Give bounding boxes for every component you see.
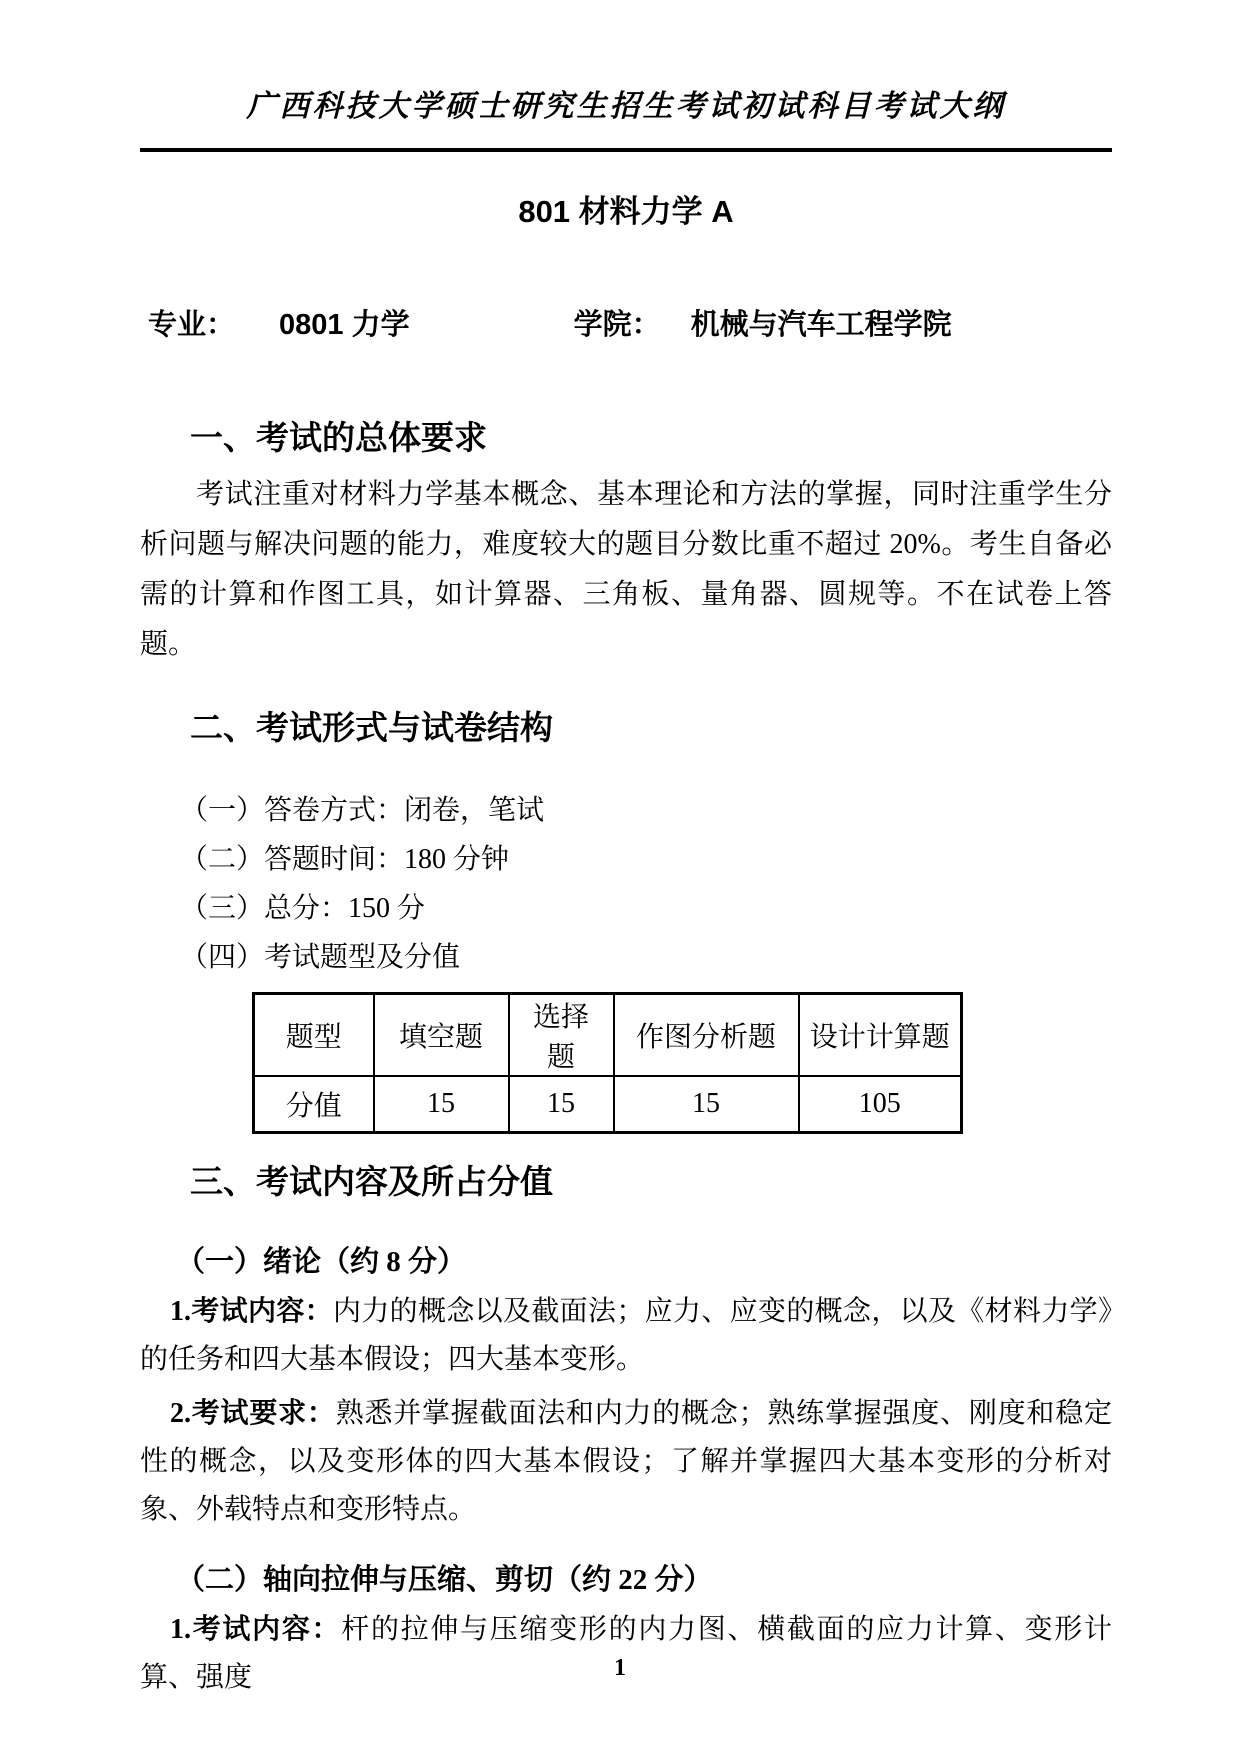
table-header-cell: 设计计算题 — [799, 994, 962, 1077]
subsection1-heading: （一）绪论（约 8 分） — [176, 1245, 467, 1278]
table-header-cell: 选择题 — [509, 994, 614, 1077]
list-item: （二）答题时间：180 分钟 — [180, 844, 510, 875]
subsection2-content — [140, 1606, 1112, 1702]
exam-format-list — [140, 786, 1112, 982]
subsection1-content — [140, 1288, 1112, 1384]
header-rule — [140, 148, 1112, 152]
table-header-cell: 作图分析题 — [614, 994, 799, 1077]
list-item: （四）考试题型及分值 — [180, 942, 461, 973]
table-value-cell: 15 — [509, 1076, 614, 1132]
table-value-cell: 105 — [799, 1076, 962, 1132]
table-value-cell: 15 — [374, 1076, 509, 1132]
college-label: 学院： — [573, 309, 661, 341]
major-value: 0801 力学 — [279, 309, 410, 341]
section3-heading: 三、考试内容及所占分值 — [190, 1162, 553, 1200]
page-number: 1 — [614, 1655, 626, 1681]
table-row — [254, 1076, 962, 1132]
meta-row — [140, 306, 1112, 344]
table-row — [254, 994, 962, 1077]
requirement-label: 2.考试要求： — [170, 1397, 336, 1429]
content-label: 1.考试内容： — [170, 1613, 342, 1645]
college-value: 机械与汽车工程学院 — [690, 309, 952, 341]
content-text: 杆的拉伸与压缩变形的内力图、横截面的应力计算、变形计算、强度 — [140, 1613, 1112, 1693]
content-text: 内力的概念以及截面法；应力、应变的概念，以及《材料力学》的任务和四大基本假设；四大基本变形。 — [140, 1295, 1112, 1375]
table-header-cell: 题型 — [254, 994, 374, 1077]
score-table — [252, 992, 963, 1134]
requirement-text: 熟悉并掌握截面法和内力的概念；熟练掌握强度、刚度和稳定性的概念，以及变形体的四大基本假设；了解并掌握四大基本变形的分析对象、外载特点和变形特点。 — [140, 1397, 1112, 1525]
table-value-cell: 15 — [614, 1076, 799, 1132]
list-item: （一）答卷方式：闭卷，笔试 — [180, 795, 545, 826]
list-item: （三）总分：150 分 — [180, 893, 426, 924]
table-header-cell: 填空题 — [374, 994, 509, 1077]
section1-body: 考试注重对材料力学基本概念、基本理论和方法的掌握，同时注重学生分析问题与解决问题的能力，难度较大的题目分数比重不超过 20%。考生自备必需的计算和作图工具，如计算器、三角板、量角器、圆规等。不在试卷上答题。 — [140, 479, 1113, 660]
document-header: 广西科技大学硕士研究生招生考试初试科目考试大纲 — [246, 90, 1006, 123]
table-value-cell: 分值 — [254, 1076, 374, 1132]
major-label: 专业： — [148, 309, 236, 341]
section2-heading: 二、考试形式与试卷结构 — [190, 709, 553, 746]
section1-heading: 一、考试的总体要求 — [190, 419, 487, 456]
subsection1-requirement — [140, 1390, 1112, 1534]
subject-title: 801 材料力学 A — [518, 194, 734, 229]
subsection2-heading: （二）轴向拉伸与压缩、剪切（约 22 分） — [176, 1563, 713, 1596]
content-label: 1.考试内容： — [170, 1295, 333, 1327]
